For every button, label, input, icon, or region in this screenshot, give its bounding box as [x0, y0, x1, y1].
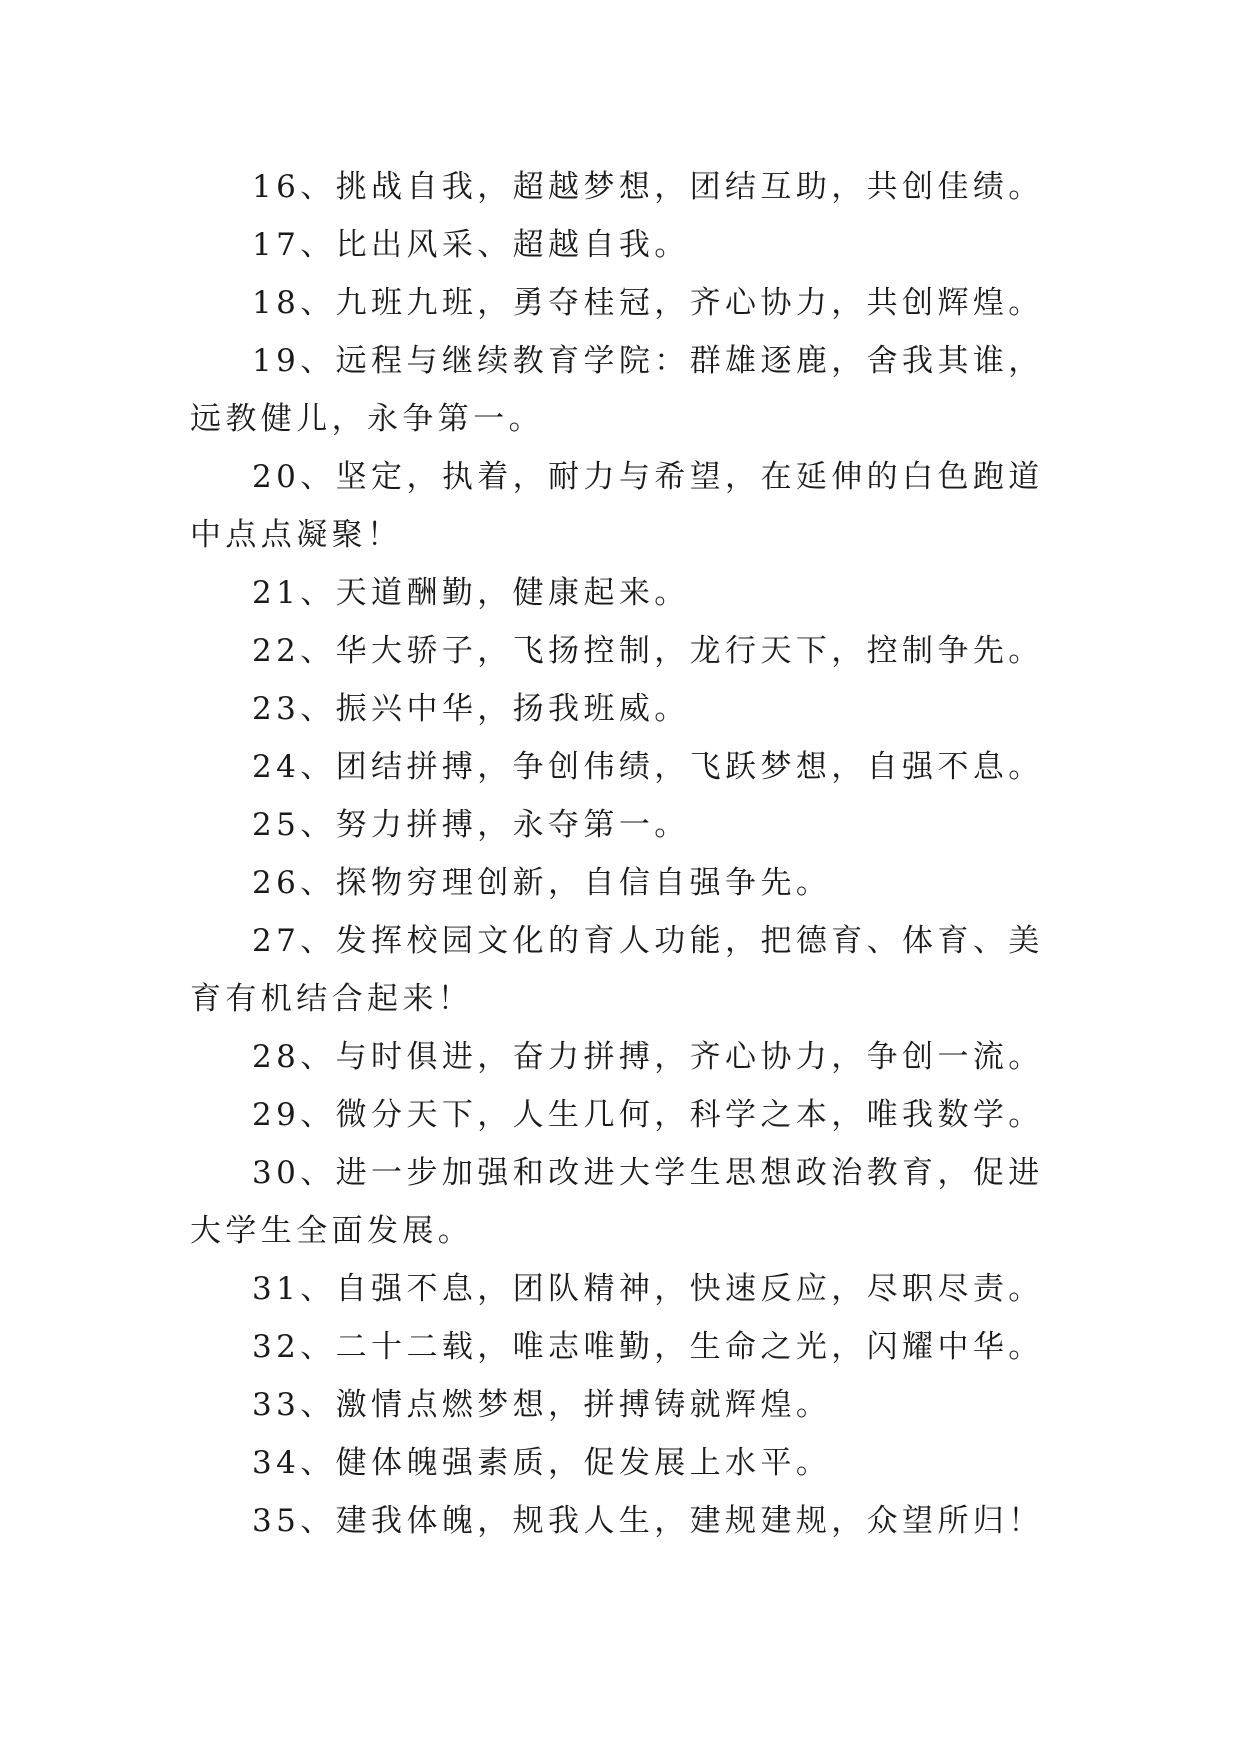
slogan-item-23: 23、振兴中华，扬我班威。 — [252, 691, 690, 727]
slogan-item-33: 33、激情点燃梦想，拼搏铸就辉煌。 — [252, 1387, 832, 1423]
slogan-item-27: 27、发挥校园文化的育人功能，把德育、体育、美育有机结合起来！ — [190, 923, 1044, 1017]
slogan-item-31: 31、自强不息，团队精神，快速反应，尽职尽责。 — [252, 1271, 1044, 1307]
slogan-item-20: 20、坚定，执着，耐力与希望，在延伸的白色跑道中点点凝聚！ — [190, 459, 1044, 553]
slogan-item-30: 30、进一步加强和改进大学生思想政治教育，促进大学生全面发展。 — [190, 1155, 1044, 1249]
slogan-list — [190, 158, 1050, 1550]
slogan-item-22: 22、华大骄子，飞扬控制，龙行天下，控制争先。 — [252, 633, 1044, 669]
slogan-item-19: 19、远程与继续教育学院：群雄逐鹿，舍我其谁，远教健儿，永争第一。 — [190, 343, 1044, 437]
slogan-item-34: 34、健体魄强素质，促发展上水平。 — [252, 1445, 832, 1481]
slogan-item-35: 35、建我体魄，规我人生，建规建规，众望所归！ — [252, 1503, 1044, 1539]
slogan-item-29: 29、微分天下，人生几何，科学之本，唯我数学。 — [252, 1097, 1044, 1133]
slogan-item-26: 26、探物穷理创新，自信自强争先。 — [252, 865, 832, 901]
slogan-item-18: 18、九班九班，勇夺桂冠，齐心协力，共创辉煌。 — [252, 285, 1044, 321]
slogan-item-17: 17、比出风采、超越自我。 — [252, 227, 690, 263]
slogan-item-16: 16、挑战自我，超越梦想，团结互助，共创佳绩。 — [252, 169, 1044, 205]
slogan-item-25: 25、努力拼搏，永夺第一。 — [252, 807, 690, 843]
slogan-item-28: 28、与时俱进，奋力拼搏，齐心协力，争创一流。 — [252, 1039, 1044, 1075]
slogan-item-24: 24、团结拼搏，争创伟绩，飞跃梦想，自强不息。 — [252, 749, 1044, 785]
slogan-item-32: 32、二十二载，唯志唯勤，生命之光，闪耀中华。 — [252, 1329, 1044, 1365]
slogan-item-21: 21、天道酬勤，健康起来。 — [252, 575, 690, 611]
